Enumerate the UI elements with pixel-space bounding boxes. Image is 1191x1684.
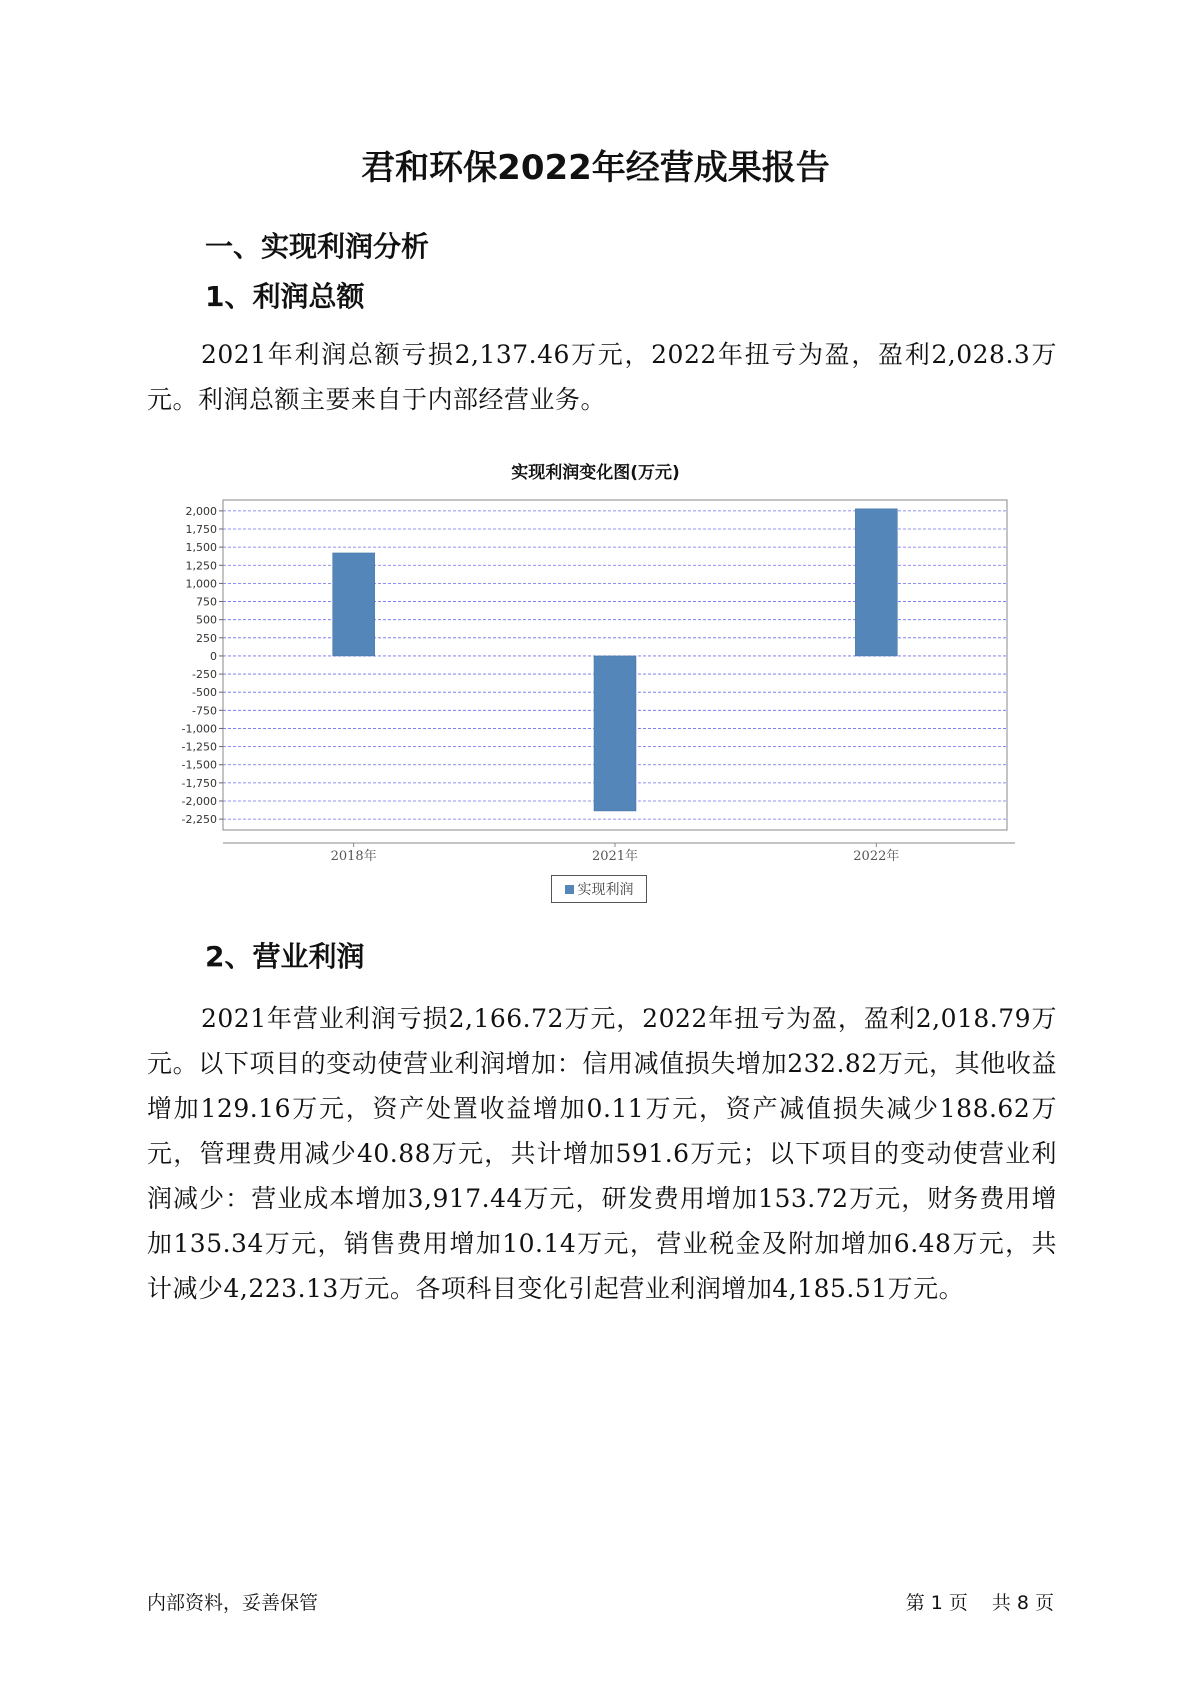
subsection-heading-total-profit: 1、利润总额	[205, 280, 365, 313]
operating-profit-paragraph: 2021年营业利润亏损2,166.72万元，2022年扭亏为盈，盈利2,018.79万元。以下项目的变动使营业利润增加：信用减值损失增加232.82万元，其他收益增加129.16万元，资产处置收益增加0.11万元，资产减值损失减少188.62万元，管理费用减少40.88万元，共计增加591.6万元；以下项目的变动使营业利润减少：营业成本增加3,917.44万元，研发费用增加153.72万元，财务费用增加135.34万元，销售费用增加10.14万元，营业税金及附加增加6.48万元，共计减少4,223.13万元。各项科目变化引起营业利润增加4,185.51万元。	[147, 1004, 1057, 1303]
y-tick-label: -250	[192, 668, 217, 682]
chart-title: 实现利润变化图(万元)	[511, 463, 680, 483]
chart-legend	[551, 875, 647, 903]
y-tick-label: -1,000	[181, 722, 217, 736]
footer-page-label: 第	[905, 1592, 925, 1614]
footer-page-number	[900, 1588, 1054, 1615]
y-tick-label: -2,000	[181, 794, 217, 808]
total-profit-paragraph: 2021年利润总额亏损2,137.46万元，2022年扭亏为盈，盈利2,028.3万元。利润总额主要来自于内部经营业务。	[147, 340, 1057, 414]
y-tick-label: -1,750	[181, 776, 217, 790]
bar	[333, 553, 375, 656]
y-tick-label: -2,250	[181, 813, 217, 827]
y-tick-label: -500	[192, 686, 217, 700]
x-tick-label: 2022年	[853, 849, 900, 864]
y-tick-label: 1,000	[185, 577, 217, 591]
subsection-heading-operating-profit: 2、营业利润	[205, 940, 365, 973]
legend-label: 实现利润	[577, 882, 634, 898]
y-tick-label: 1,500	[185, 541, 217, 555]
y-tick-label: 2,000	[185, 504, 217, 518]
footer-confidential-note: 内部资料，妥善保管	[147, 1592, 319, 1614]
y-tick-label: -750	[192, 704, 217, 718]
y-tick-label: 1,250	[185, 559, 217, 573]
footer-page-current: 1	[930, 1592, 943, 1614]
y-tick-label: 750	[196, 595, 217, 609]
y-tick-label: -1,250	[181, 740, 217, 754]
y-tick-label: 250	[196, 631, 217, 645]
bar	[855, 509, 897, 656]
y-tick-label: 1,750	[185, 523, 217, 537]
footer-page-total: 8	[1016, 1592, 1029, 1614]
y-tick-label: 500	[196, 613, 217, 627]
y-tick-label: 0	[210, 649, 217, 663]
y-tick-label: -1,500	[181, 758, 217, 772]
footer-page-label: 共	[991, 1592, 1011, 1614]
legend-swatch	[565, 885, 574, 894]
section-heading-profit-analysis: 一、实现利润分析	[205, 230, 430, 263]
bar	[594, 656, 636, 811]
footer-page-label: 页	[1034, 1592, 1054, 1614]
x-tick-label: 2018年	[330, 849, 377, 864]
footer-page-label: 页	[948, 1592, 968, 1614]
document-title: 君和环保2022年经营成果报告	[361, 148, 830, 188]
x-tick-label: 2021年	[591, 849, 639, 864]
